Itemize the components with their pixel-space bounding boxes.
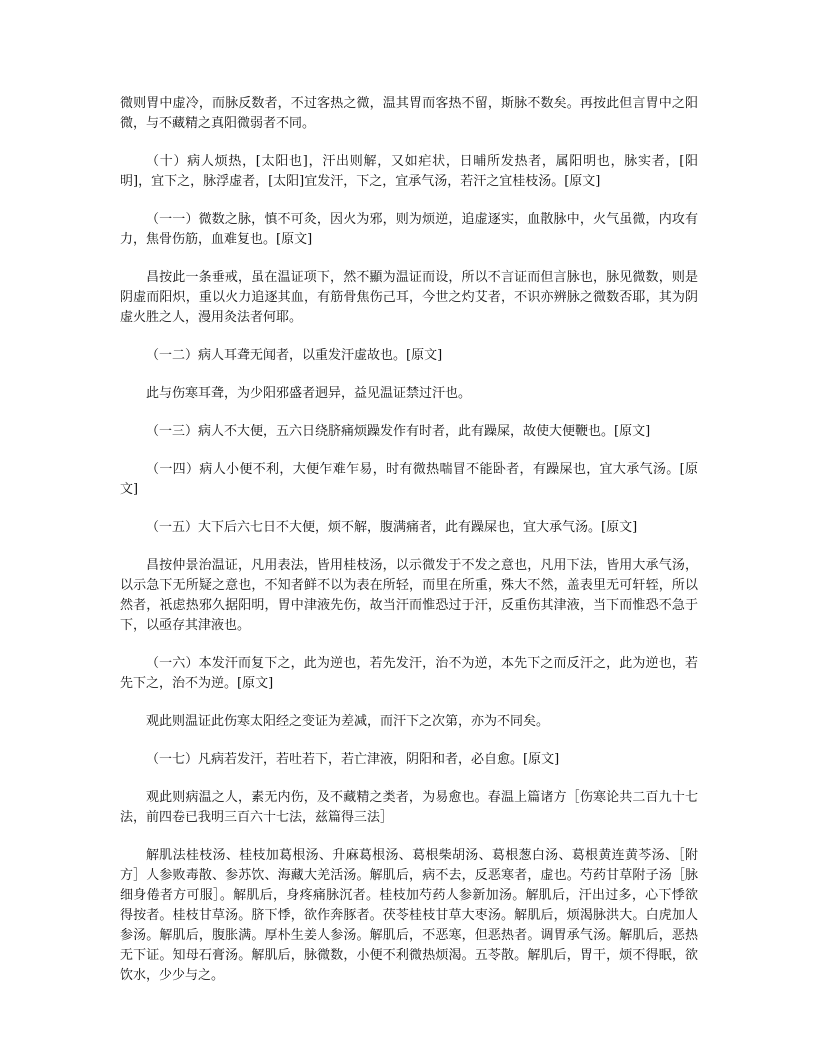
- paragraph-clause-14: （一四）病人小便不利，大便乍难乍易，时有微热喘冒不能卧者，有躁屎也，宜大承气汤。[原文]: [120, 462, 698, 497]
- paragraph-clause-13: （一三）病人不大便，五六日绕脐痛烦躁发作有时者，此有躁屎，故使大便鞭也。[原文]: [146, 424, 651, 439]
- paragraph-commentary-12: 此与伤寒耳聋，为少阳邪盛者迥异，益见温证禁过汗也。: [146, 386, 472, 401]
- paragraph-clause-15: （一五）大下后六七日不大便，烦不解，腹满痛者，此有躁屎也，宜大承气汤。[原文]: [146, 520, 638, 535]
- paragraph-clause-10: （十）病人烦热，[太阳也]，汗出则解，又如疟状，日晡所发热者，属阳明也，脉实者，[阳明]，宜下之，脉浮虚者，[太阳]宜发汗，下之，宜承气汤，若汗之宜桂枝汤。[原文]: [120, 154, 698, 189]
- paragraph-commentary-15: 昌按仲景治温证，凡用表法，皆用桂枝汤，以示微发于不发之意也，凡用下法，皆用大承气汤，以示急下无所疑之意也，不知者鲜不以为表在所轻，而里在所重，殊大不然，盖表里无可轩轾，所以然者，祇虑热邪久据阳明，胃中津液先伤，故当汗而惟恐过于汗，反重伤其津液，当下而惟恐不急于下，以亟存其津液也。: [120, 558, 698, 633]
- paragraph-clause-11: （一一）微数之脉，慎不可灸，因火为邪，则为烦逆，追虚逐实，血散脉中，火气虽微，内攻有力，焦骨伤筋，血难复也。[原文]: [120, 212, 698, 247]
- paragraph-clause-12: （一二）病人耳聋无闻者，以重发汗虚故也。[原文]: [146, 348, 443, 363]
- paragraph-clause-16: （一六）本发汗而复下之，此为逆也，若先发汗，治不为逆，本先下之而反汗之，此为逆也，若先下之，治不为逆。[原文]: [120, 656, 698, 691]
- paragraph-continuation: 微则胃中虚冷，而脉反数者，不过客热之微，温其胃而客热不留，斯脉不数矣。再按此但言胃中之阳微，与不藏精之真阳微弱者不同。: [120, 96, 698, 131]
- paragraph-commentary-17: 观此则病温之人，素无内伤，及不藏精之类者，为易愈也。春温上篇诸方［伤寒论共二百九十七法，前四卷已我明三百六十七法，兹篇得三法］: [120, 790, 698, 825]
- paragraph-commentary-11: 昌按此一条垂戒，虽在温证项下，然不顯为温证而设，所以不言证而但言脉也，脉见微数，则是阴虚而阳炽，重以火力追逐其血，有筋骨焦伤己耳，今世之灼艾者，不识亦辨脉之微数否耶，其为阴虚火胜之人，漫用灸法者何耶。: [120, 270, 698, 325]
- paragraph-clause-17: （一七）凡病若发汗，若吐若下，若亡津液，阴阳和者，必自愈。[原文]: [146, 752, 560, 767]
- paragraph-commentary-16: 观此则温证此伤寒太阳经之变证为差减，而汗下之次第，亦为不同矣。: [146, 714, 550, 729]
- paragraph-formulas: 解肌法桂枝汤、桂枝加葛根汤、升麻葛根汤、葛根柴胡汤、葛根葱白汤、葛根黄连黄芩汤、［附方］人参败毒散、参苏饮、海藏大羌活汤。解肌后，病不去，反恶寒者，虚也。芍药甘草附子汤［脉细身倦者方可服］。解肌后，身疼痛脉沉者。桂枝加芍药人参新加汤。解肌后，汗出过多，心下悸欲得按者。桂枝甘草汤。脐下悸，欲作奔豚者。茯苓桂枝甘草大枣汤。解肌后，烦渴脉洪大。白虎加人参汤。解肌后，腹胀满。厚朴生姜人参汤。解肌后，不恶寒，但恶热者。调胃承气汤。解肌后，恶热无下证。知母石膏汤。解肌后，脉微数，小便不利微热烦渴。五苓散。解肌后，胃干，烦不得眠，欲饮水，少少与之。: [120, 848, 698, 983]
- document-page: [120, 94, 698, 1004]
